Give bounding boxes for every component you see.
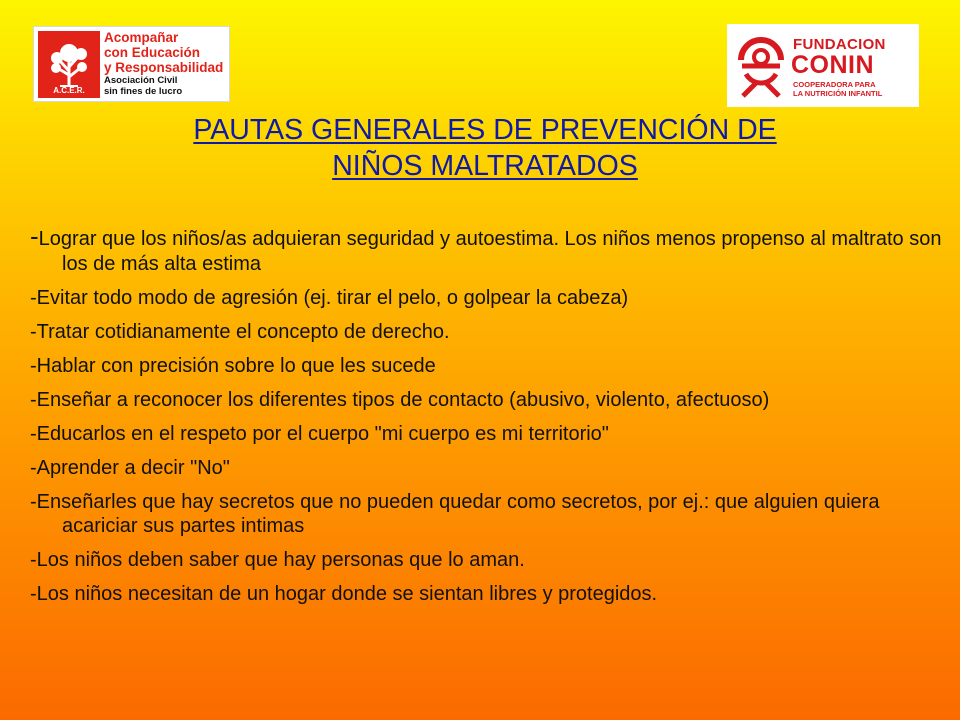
list-item-text: Lograr que los niños/as adquieran seguridad y autoestima. Los niños menos propenso al maltrato son los de más alta estima xyxy=(38,228,942,275)
conin-emblem-icon xyxy=(733,30,789,102)
title-line: NIÑOS MALTRATADOS xyxy=(332,150,638,182)
acer-sub-line: Asociación Civil xyxy=(104,75,178,86)
list-item-text: Hablar con precisión sobre lo que les sucede xyxy=(36,354,436,377)
conin-tag-line: LA NUTRICIÓN INFANTIL xyxy=(793,89,883,98)
list-item: -Aprender a decir "No" xyxy=(30,456,230,479)
conin-logo xyxy=(727,24,919,107)
list-item: -Enseñarles que hay secretos que no pueden quedar como secretos, por ej.: que alguien quiera acariciar sus partes intimas xyxy=(30,490,880,537)
list-item: -Los niños necesitan de un hogar donde se sientan libres y protegidos. xyxy=(30,583,658,605)
acer-tree-icon xyxy=(38,31,100,98)
list-item-text: Enseñar a reconocer los diferentes tipos de contacto (abusivo, violento, afectuoso) xyxy=(36,388,770,411)
title-line: PAUTAS GENERALES DE PREVENCIÓN DE xyxy=(193,114,777,146)
prevention-list xyxy=(30,221,950,616)
acer-name-line: y Responsabilidad xyxy=(104,60,224,75)
list-item-text: Enseñarles que hay secretos que no pueden quedar como secretos, por ej.: que alguien quiera acariciar sus partes intimas xyxy=(36,490,880,537)
acer-logo xyxy=(33,26,230,102)
list-item: -Tratar cotidianamente el concepto de derecho. xyxy=(30,320,450,343)
acer-name-line: Acompañar xyxy=(104,30,179,45)
acer-subtitle xyxy=(104,75,182,97)
conin-tagline xyxy=(793,80,882,98)
list-item-text: Educarlos en el respeto por el cuerpo "mi cuerpo es mi territorio" xyxy=(36,422,609,445)
list-item-text: Aprender a decir "No" xyxy=(36,456,230,479)
list-item-text: Tratar cotidianamente el concepto de derecho. xyxy=(36,320,450,343)
list-item-text: Los niños deben saber que hay personas que lo aman. xyxy=(36,549,525,571)
acer-name-line: con Educación xyxy=(104,45,201,60)
list-item-text: Evitar todo modo de agresión (ej. tirar el pelo, o golpear la cabeza) xyxy=(36,286,629,309)
list-item: -Lograr que los niños/as adquieran seguridad y autoestima. Los niños menos propenso al maltrato son los de más alta estima xyxy=(30,221,942,275)
acer-mark-text: A.C.E.R. xyxy=(53,86,85,95)
list-item: -Evitar todo modo de agresión (ej. tirar el pelo, o golpear la cabeza) xyxy=(30,286,629,309)
acer-sub-line: sin fines de lucro xyxy=(104,86,183,97)
list-item-text: Los niños necesitan de un hogar donde se sientan libres y protegidos. xyxy=(36,583,658,605)
list-item: -Educarlos en el respeto por el cuerpo "mi cuerpo es mi territorio" xyxy=(30,422,609,445)
list-item: -Los niños deben saber que hay personas que lo aman. xyxy=(30,549,525,571)
page-title xyxy=(60,112,910,184)
conin-name: CONIN xyxy=(791,51,875,79)
conin-tag-line: COOPERADORA PARA xyxy=(793,80,876,89)
list-item: -Hablar con precisión sobre lo que les sucede xyxy=(30,354,436,377)
acer-name xyxy=(104,30,223,75)
conin-fundacion: FUNDACION xyxy=(793,36,886,53)
list-item: -Enseñar a reconocer los diferentes tipos de contacto (abusivo, violento, afectuoso) xyxy=(30,388,770,411)
